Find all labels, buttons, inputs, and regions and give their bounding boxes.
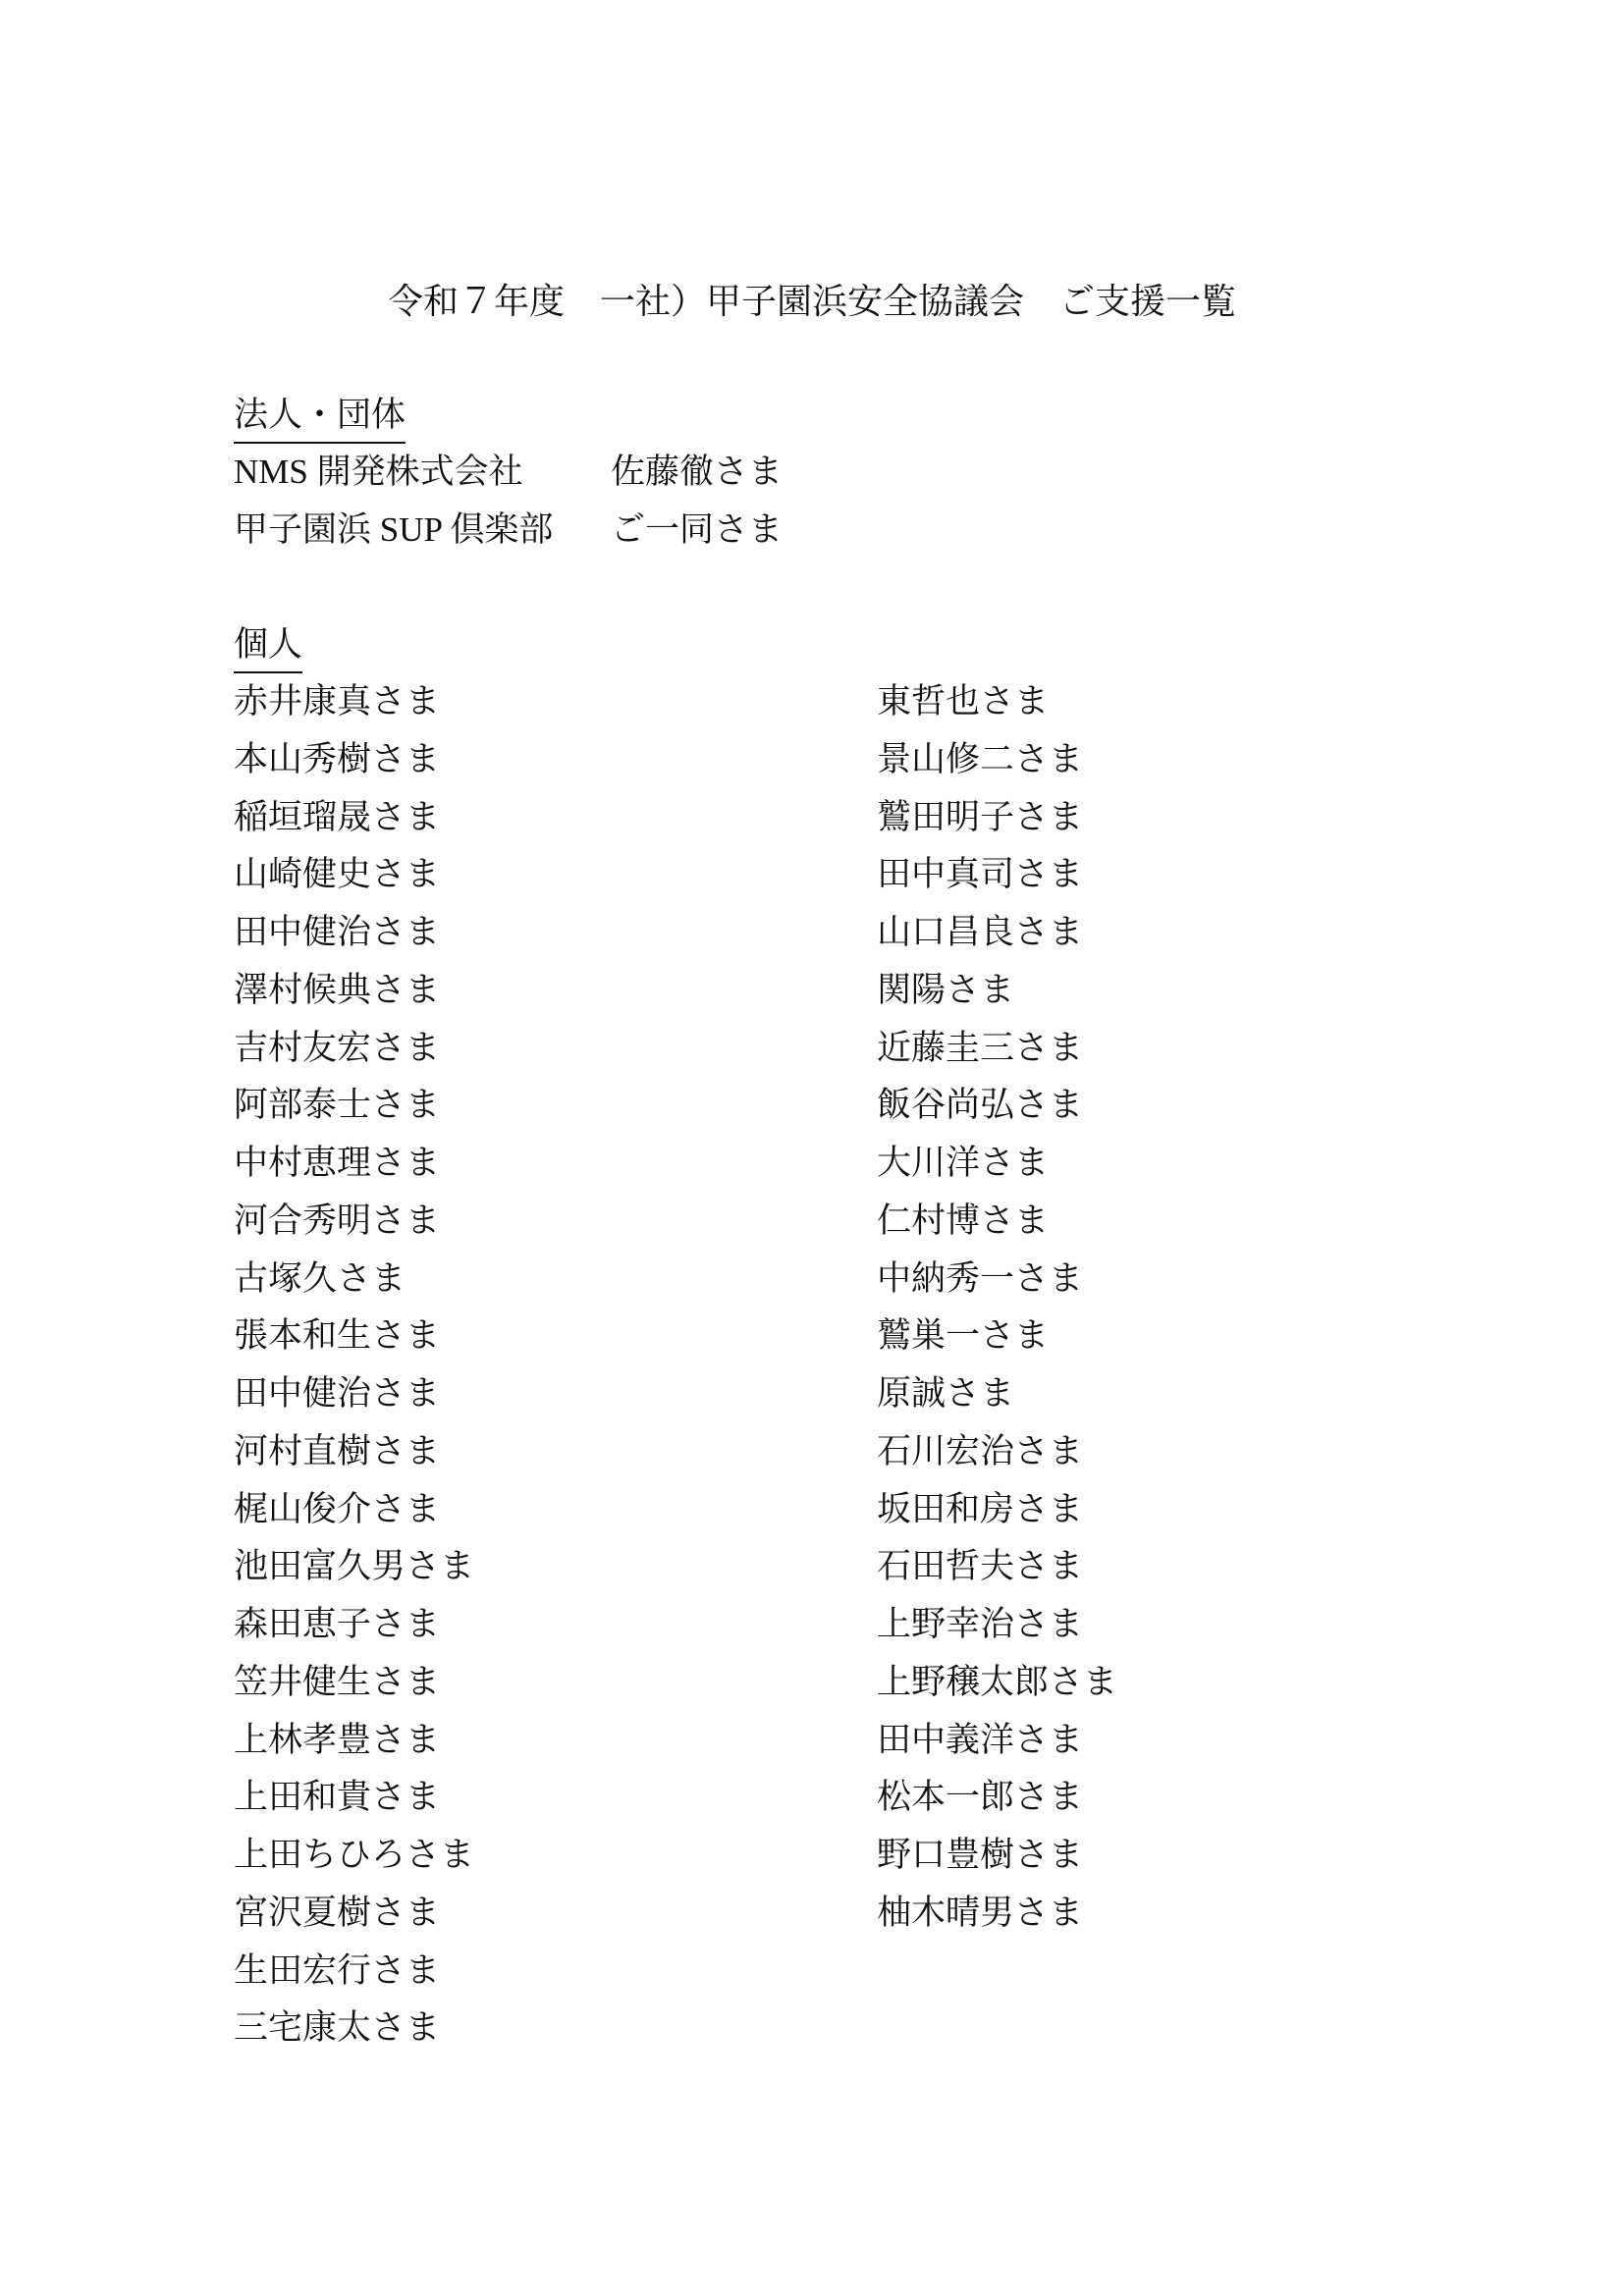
corporate-heading: 法人・団体 — [234, 389, 406, 444]
supporter-name: 仁村博さま — [877, 1201, 1050, 1240]
supporter-name: 上野幸治さま — [877, 1605, 1084, 1643]
supporter-name: 上田ちひろさま — [234, 1836, 475, 1874]
supporter-name: 松本一郎さま — [877, 1778, 1084, 1817]
supporter-name: 大川洋さま — [877, 1144, 1050, 1182]
supporter-name: 池田富久男さま — [234, 1547, 475, 1586]
corporate-org: NMS 開発株式会社 — [234, 453, 523, 491]
supporter-name: 笠井健生さま — [234, 1662, 441, 1701]
supporter-name: 鷲巣一さま — [877, 1316, 1050, 1356]
supporter-name: 山崎健史さま — [234, 855, 441, 894]
supporter-name: 近藤圭三さま — [877, 1028, 1084, 1067]
supporter-name: 坂田和房さま — [877, 1489, 1084, 1528]
supporter-name: 河合秀明さま — [234, 1201, 441, 1240]
supporter-name: 東哲也さま — [877, 682, 1050, 721]
corporate-org: 甲子園浜 SUP 倶楽部 — [234, 509, 554, 549]
supporter-name: 張本和生さま — [234, 1316, 441, 1356]
individual-heading: 個人 — [234, 618, 302, 673]
supporter-name: 稲垣瑠晟さま — [234, 797, 441, 836]
supporter-name: 古塚久さま — [234, 1258, 406, 1298]
supporter-name: 澤村候典さま — [234, 970, 441, 1009]
supporter-name: 田中真司さま — [877, 855, 1084, 894]
supporter-name: 宮沢夏樹さま — [234, 1893, 441, 1932]
corporate-contact: ご一同さま — [611, 509, 784, 549]
page-title: 令和７年度 一社）甲子園浜安全協議会 ご支援一覧 — [387, 282, 1236, 321]
supporter-name: 関陽さま — [877, 970, 1015, 1009]
supporter-name: 田中健治さま — [234, 1374, 441, 1413]
supporter-name: 吉村友宏さま — [234, 1028, 441, 1067]
supporter-name: 山口昌良さま — [877, 913, 1084, 951]
supporter-name: 石田哲夫さま — [877, 1547, 1084, 1586]
supporter-name: 野口豊樹さま — [877, 1836, 1084, 1874]
supporter-name: 阿部泰士さま — [234, 1086, 441, 1125]
supporter-name: 飯谷尚弘さま — [877, 1086, 1084, 1125]
corporate-contact: 佐藤徹さま — [611, 453, 784, 491]
supporter-name: 柚木晴男さま — [877, 1893, 1084, 1932]
supporter-name: 田中義洋さま — [877, 1720, 1084, 1759]
supporter-name: 中村恵理さま — [234, 1144, 441, 1182]
supporter-name: 三宅康太さま — [234, 2008, 441, 2048]
supporter-name: 石川宏治さま — [877, 1431, 1084, 1470]
supporter-name: 上野穣太郎さま — [877, 1662, 1118, 1701]
supporter-name: 中納秀一さま — [877, 1258, 1084, 1298]
supporter-name: 上田和貴さま — [234, 1778, 441, 1817]
supporter-name: 上林孝豊さま — [234, 1720, 441, 1759]
supporter-name: 景山修二さま — [877, 739, 1084, 778]
supporter-name: 田中健治さま — [234, 913, 441, 951]
supporter-name: 森田恵子さま — [234, 1605, 441, 1643]
supporter-name: 鷲田明子さま — [877, 797, 1084, 836]
supporter-name: 河村直樹さま — [234, 1431, 441, 1470]
supporter-name: 本山秀樹さま — [234, 739, 441, 778]
supporter-name: 生田宏行さま — [234, 1950, 441, 1990]
supporter-name: 赤井康真さま — [234, 682, 441, 721]
supporter-name: 梶山俊介さま — [234, 1489, 441, 1528]
supporter-name: 原誠さま — [877, 1374, 1015, 1413]
